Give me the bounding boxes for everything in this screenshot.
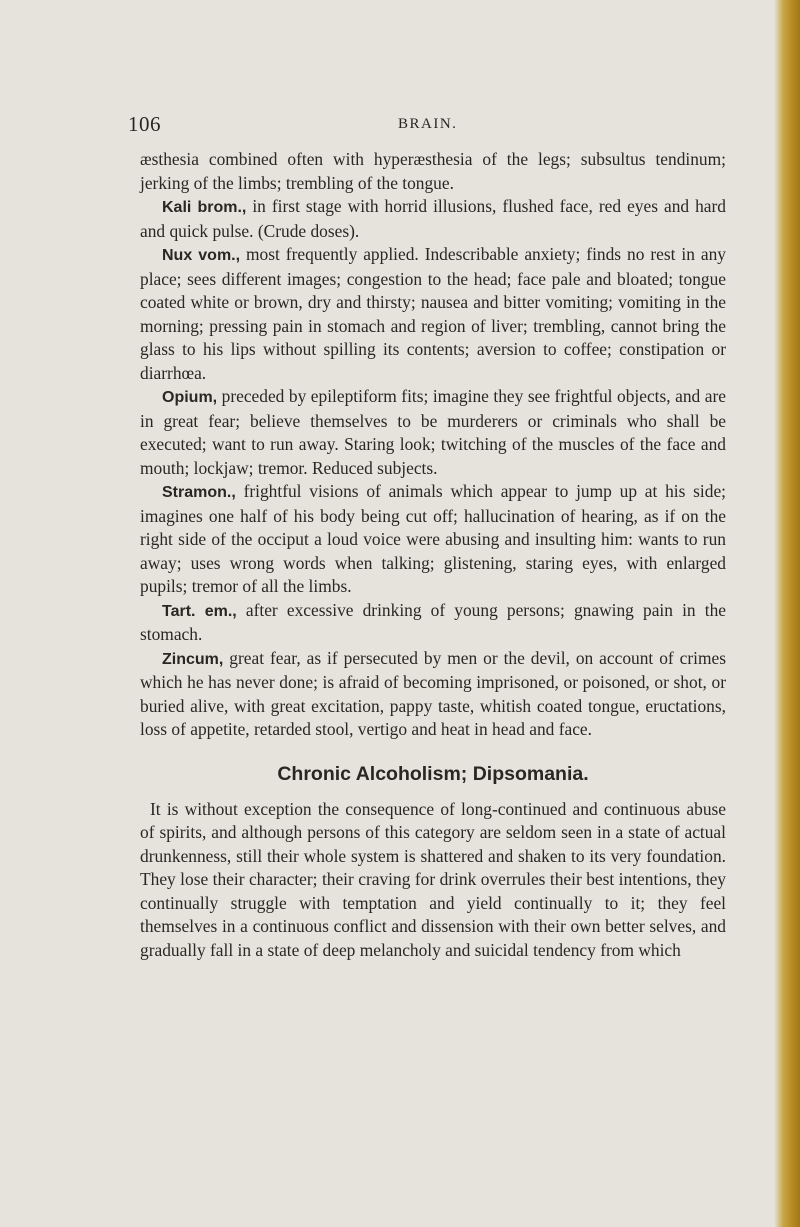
running-head: BRAIN. xyxy=(398,116,458,132)
remedy-description: after excessive drinking of young persons; gnawing pain in the stomach. xyxy=(140,599,726,644)
remedy-description: in first stage with horrid illusions, flushed face, red eyes and hard and quick pulse. (Crude doses). xyxy=(140,196,726,241)
remedy-name: Kali brom., xyxy=(162,199,247,216)
remedy-entry-opium xyxy=(140,385,726,480)
remedy-name: Opium, xyxy=(162,389,218,406)
body-text xyxy=(140,148,726,962)
remedy-description: most frequently applied. Indescribable anxiety; finds no rest in any place; sees different images; congestion to the head; face pale and bloated; tongue coated white or brown, dry and thirsty; nausea and bitter vomiting; vomiting in the morning; pressing pain in stomach and region of liver; trembling, cannot bring the glass to his lips without spilling its contents; aversion to coffee; constipation or diarrhœa. xyxy=(140,244,727,383)
remedy-entry-tart-em xyxy=(140,599,726,647)
remedy-description: great fear, as if persecuted by men or the devil, on account of crimes which he has never done; is afraid of becoming imprisoned, or poisoned, or shot, or buried alive, with great excitation, pappy taste, whitish coated tongue, eructations, loss of appetite, retarded stool, vertigo and heat in head and face. xyxy=(140,647,726,739)
page-edge xyxy=(774,0,800,1227)
remedy-description: frightful visions of animals which appear to jump up at his side; imagines one half of his body being cut off; hallucination of hearing, as if on the right side of the occiput a loud voice were abusing and insulting him: wants to run away; uses wrong words when talking; glistening, staring eyes, with enlarged pupils; tremor of all the limbs. xyxy=(140,481,726,596)
page-header xyxy=(128,112,728,140)
remedy-description: preceded by epileptiform fits; imagine they see frightful objects, and are in great fear; believe themselves to be murderers or criminals who shall be executed; want to run away. Staring look; twitching of the muscles of the face and mouth; lockjaw; tremor. Reduced subjects. xyxy=(140,386,726,478)
remedy-entry-zincum xyxy=(140,647,726,742)
section-heading: Chronic Alcoholism; Dipsomania. xyxy=(277,762,589,785)
remedy-name: Zincum, xyxy=(162,650,224,668)
page-number: 106 xyxy=(128,112,161,136)
remedy-name: Stramon., xyxy=(162,484,236,501)
remedy-name: Tart. em., xyxy=(162,602,237,620)
remedy-entry-kali-brom xyxy=(140,195,726,243)
section-body: It is without exception the consequence of long-continued and continuous abuse of spirits, and although persons of this category are seldom seen in a state of actual drunkenness, still their whole system is shattered and shaken to its very foundation. They lose their character; their craving for drink overrules their best intentions, they continually struggle with temptation and yield continually to it; they feel themselves in a continuous conflict and dissension with their own better selves, and gradually fall in a state of deep melancholy and suicidal tendency from which xyxy=(140,798,726,960)
remedy-entry-stramon xyxy=(140,480,726,599)
remedy-entry-nux-vom xyxy=(140,243,726,385)
continuation-paragraph: æsthesia combined often with hyperæsthesia of the legs; subsultus tendinum; jerking of the limbs; trembling of the tongue. xyxy=(140,149,726,193)
remedy-name: Nux vom., xyxy=(162,247,241,264)
